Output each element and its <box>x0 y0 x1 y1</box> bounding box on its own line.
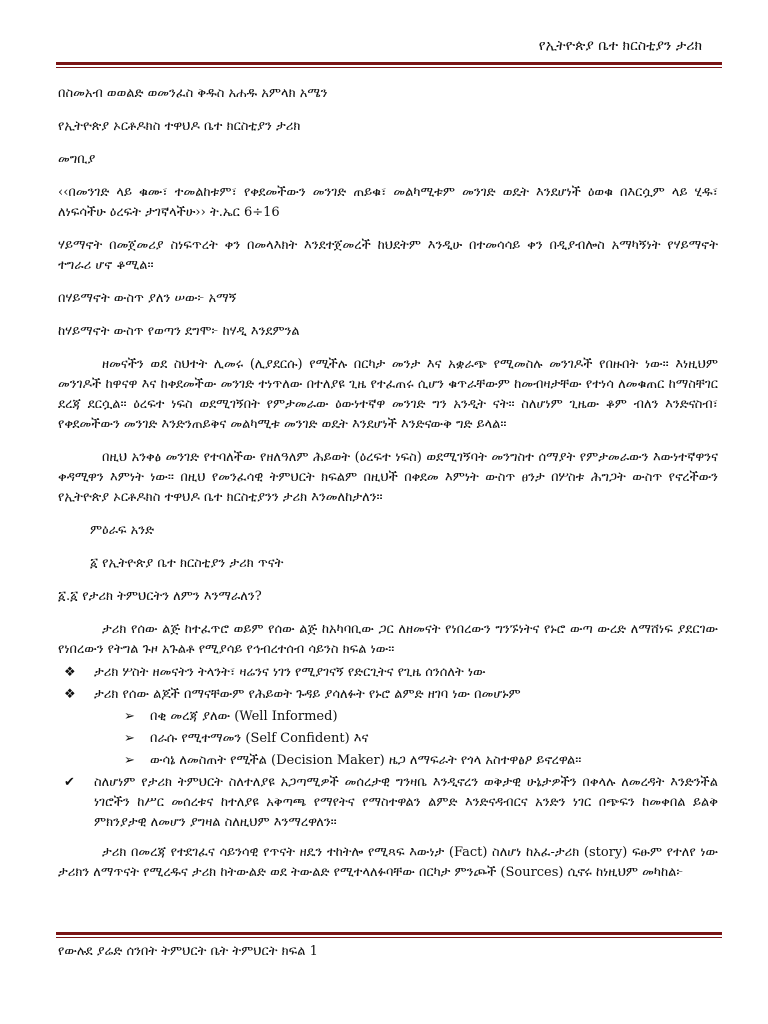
list-item: ✔ ስለሆነም የታሪክ ትምህርት ስለተለያዩ አጋጣሚዎች መሰረታዊ ግንዛቤ እንዲኖረን ወቅታዊ ሁኔታዎችን በቀላሉ ለመረዳት እንድንችል ነገሮችን ከሥር መሰረቱና ከተለያዩ አቅጣጫ የማየትና የማስተዋልን ልምድ እንድናዳብርና አንድን ነገር በጭፍን ከመቀበል ይልቅ ምክንያታዊ ለመሆን ያግዛል ስለዚህም እንማረዋለን። <box>64 775 718 830</box>
chapter-label: ምዕራፍ አንድ <box>90 523 155 538</box>
running-footer: የውሉደ ያሬድ ሰንበት ትምህርት ቤት ትምህርት ክፍል 1 <box>58 944 318 959</box>
document-title: የኢትዮጵያ ኦርቶዶክስ ተዋህዶ ቤተ ክርስቲያን ታሪክ <box>58 119 301 134</box>
document-body <box>58 84 718 896</box>
arrow-bullet-icon: ➢ <box>124 709 135 724</box>
paragraph-true-path: በዚህ አንቀፅ መንገድ የተባለችው የዘለዓለም ሕይወት (ዕረፍተ ነፍስ) ወደሚገኝባት መንግስተ ሰማያት የምታመራውን እውነተኛዋንና ቀዳሚዋን እምነት ነው። በዚህ የመንፈሳዊ ትምህርት ክፍልም በዚህች በቀደመ እምነት ውስጥ ፀንታ በሦስቱ ሕግጋት ውስጥ የኖረችውን የኢትዮጵያ ኦርቶዶክስ ተዋህዶ ቤተ ክርስቲያንን ታሪክ እንመለከታለን። <box>58 450 718 505</box>
paragraph-many-paths: ዘመናችን ወደ ስህተት ሊመሩ (ሊያደርሱ) የሚችሉ በርካታ መንታ እና አቋራጭ የሚመስሉ መንገዶች የበዙበት ነው። እነዚህም መንገዶች ከዋናዋ እና ከቀደመችው መንገድ ተነጥለው በተለያዩ ጊዜ የተፈጠሩ ሲሆን ቁጥራቸውም ከመብዛታቸው የተነሳ ለመቁጠር ከማስቸገር ደረጃ ደርሷል። ዕረፍተ ነፍስ ወደሚገኝበት የምታመራው ዕውነተኛዋ መንገድ ግን አንዲት ናት። ስለሆነም ጊዜው ቆም ብለን እንድናስብ፣ የቀደመችውን መንገድ እንድንጠይቅና መልካሚቱ መንገድ ወዴት እንደሆነች እንድናውቅ ግድ ይላል። <box>58 357 718 432</box>
arrow-bullet-icon: ➢ <box>124 731 135 746</box>
list-item: ❖ ታሪክ ሦስት ዘመናትን ትላንት፣ ዛሬንና ነገን የሚያገናኝ የድርጊትና የጊዜ ሰንሰለት ነው <box>58 663 718 683</box>
subsection-title: ፩.፩ የታሪክ ትምህርትን ለምን እንማራለን? <box>58 589 262 604</box>
definition-believer: በሃይማኖት ውስጥ ያለን ሠው፦ አማኝ <box>58 291 237 306</box>
diamond-bullet-icon: ❖ <box>64 665 76 680</box>
history-sub-bullet-list <box>58 707 718 771</box>
intro-heading: መግቢያ <box>58 152 96 167</box>
paragraph-history-sources: ታሪክ በመረጃ የተደገፈና ሳይንሳዊ የጥናት ዘዴን ተከትሎ የሚጻፍ እውነታ (Fact) ስለሆነ ከአፈ-ታሪክ (story) ፍፁም የተለየ ነው ታሪክን ለማጥናት የሚረዱና ታሪክ ከትውልድ ወደ ትውልድ የሚተላለፉባቸው በርካታ ምንጮች (Sources) ሲኖሩ ከነዚህም መካከል፦ <box>58 845 718 880</box>
list-item: ➢ በቂ መረጃ ያለው (Well Informed) <box>58 707 718 727</box>
paragraph-history-definition: ታሪክ የሰው ልጅ ከተፈጥሮ ወይም የሰው ልጅ ከአካባቢው ጋር ለዘመናት የነበረውን ግንኙነትና የኑሮ ውጣ ውረድ ለማሸነፍ ያደርገው የነበረውን የትግል ጉዞ አጉልቶ የሚያሳይ የኅብረተሰብ ሳይንስ ክፍል ነው። <box>58 622 718 657</box>
list-item: ➢ ውሳኔ ለመስጠት የሚችል (Decision Maker) ዜጋ ለማፍራት የጎላ አስተዋፅዖ ይኖረዋል። <box>58 751 718 771</box>
list-item: ❖ ታሪክ የሰው ልጆች በማናቸውም የሕይወት ጉዳይ ያሳለፉት የኑሮ ልምድ ዘገባ ነው በመሆኑም <box>58 685 718 705</box>
section-title: ፩ የኢትዮጵያ ቤተ ክርስቲያን ታሪክ ጥናት <box>90 556 284 571</box>
paragraph-faith-origin: ሃይማኖት በመጀመሪያ ስነፍጥረት ቀን በመላእክት እንደተጀመረች ከህደትም እንዲሁ በተመሳሳይ ቀን በዲያብሎስ አማካኝነት የሃይማኖት ተግራሪ ሆኖ ቆሚል። <box>58 238 718 273</box>
list-item: ➢ በራሱ የሚተማመን (Self Confident) እና <box>58 729 718 749</box>
header-rule-thick <box>56 62 722 65</box>
arrow-bullet-icon: ➢ <box>124 753 135 768</box>
invocation-line: በስመአብ ወወልድ ወመንፈስ ቅዱስ አሐዱ አምላክ አሜን <box>58 86 328 101</box>
header-rule-thin <box>56 67 722 68</box>
running-header-title: የኢትዮጵያ ቤተ ክርስቲያን ታሪክ <box>538 38 702 54</box>
footer-rule-thin <box>56 937 722 938</box>
conclusion-check-list <box>58 773 718 833</box>
history-bullet-list <box>58 663 718 705</box>
footer-rule-thick <box>56 932 722 935</box>
scripture-quote: ‹‹በመንገድ ላይ ቁሙ፣ ተመልከቱም፣ የቀደመችውን መንገድ ጠይቁ፣ መልካሚቱም መንገድ ወዴት እንደሆነች ዕወቁ በእርሷም ላይ ሂዱ፣ ለነፍሳችሁ ዕረፍት ታገኛላችሁ›› ት.ኤር 6÷16 <box>58 185 718 220</box>
checkmark-bullet-icon: ✔ <box>64 775 75 790</box>
definition-apostate: ከሃይማኖት ውስጥ የወጣን ደግሞ፦ ከሃዲ እንደምንል <box>58 324 300 339</box>
diamond-bullet-icon: ❖ <box>64 687 76 702</box>
